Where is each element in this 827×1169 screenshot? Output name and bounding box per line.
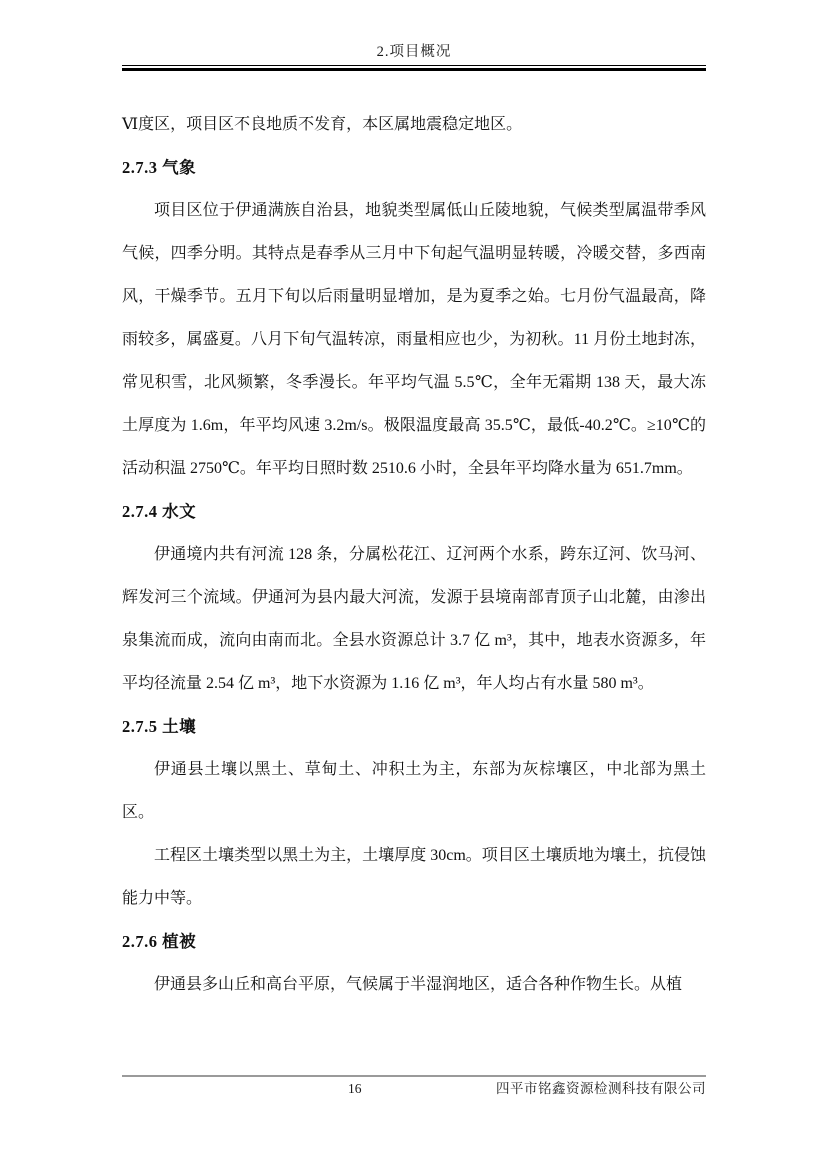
- section-heading-vegetation: 2.7.6 植被: [122, 932, 197, 951]
- paragraph-soil-types: 伊通县土壤以黑土、草甸土、冲积土为主，东部为灰棕壤区，中北部为黑土区。: [122, 761, 706, 821]
- page-footer: [122, 1075, 706, 1101]
- paragraph-meteorology: 项目区位于伊通满族自治县，地貌类型属低山丘陵地貌，气候类型属温带季风气候，四季分明。其特点是春季从三月中下旬起气温明显转暖，冷暖交替，多西南风，干燥季节。五月下旬以后雨量明显增加，是为夏季之始。七月份气温最高，降雨较多，属盛夏。八月下旬气温转凉，雨量相应也少，为初秋。11 月份土地封冻，常见积雪，北风频繁，冬季漫长。年平均气温 5.5℃，全年无霜期 138 天，最大冻土厚度为 1.6m，年平均风速 3.2m/s。极限温度最高 35.5℃，最低-40.2℃。≥10℃的活动积温 2750℃。年平均日照时数 2510.6 小时，全县年平均降水量为 651.7mm。: [122, 202, 706, 477]
- header-title: 2.项目概况: [376, 44, 452, 60]
- paragraph-soil-project-area: 工程区土壤类型以黑土为主，土壤厚度 30cm。项目区土壤质地为壤土，抗侵蚀能力中等。: [122, 847, 706, 907]
- page-header: [122, 0, 706, 71]
- document-body: [122, 103, 706, 1006]
- section-heading-meteorology: 2.7.3 气象: [122, 158, 197, 177]
- paragraph-hydrology: 伊通境内共有河流 128 条，分属松花江、辽河两个水系，跨东辽河、饮马河、辉发河三个流域。伊通河为县内最大河流，发源于县境南部青顶子山北麓，由渗出泉集流而成，流向由南而北。全县水资源总计 3.7 亿 m³，其中，地表水资源多，年平均径流量 2.54 亿 m³，地下水资源为 1.16 亿 m³，年人均占有水量 580 m³。: [122, 546, 706, 692]
- footer-rule: [122, 1075, 706, 1077]
- section-heading-hydrology: 2.7.4 水文: [122, 502, 197, 521]
- paragraph-vegetation: 伊通县多山丘和高台平原，气候属于半湿润地区，适合各种作物生长。从植: [154, 976, 683, 993]
- section-heading-soil: 2.7.5 土壤: [122, 717, 197, 736]
- page-number: 16: [348, 1081, 362, 1096]
- paragraph-seismic-continued: Ⅵ度区，项目区不良地质不发育，本区属地震稳定地区。: [122, 116, 523, 133]
- footer-row: [122, 1079, 706, 1101]
- header-rule: [122, 65, 706, 71]
- footer-company-name: 四平市铭鑫资源检测科技有限公司: [496, 1081, 706, 1096]
